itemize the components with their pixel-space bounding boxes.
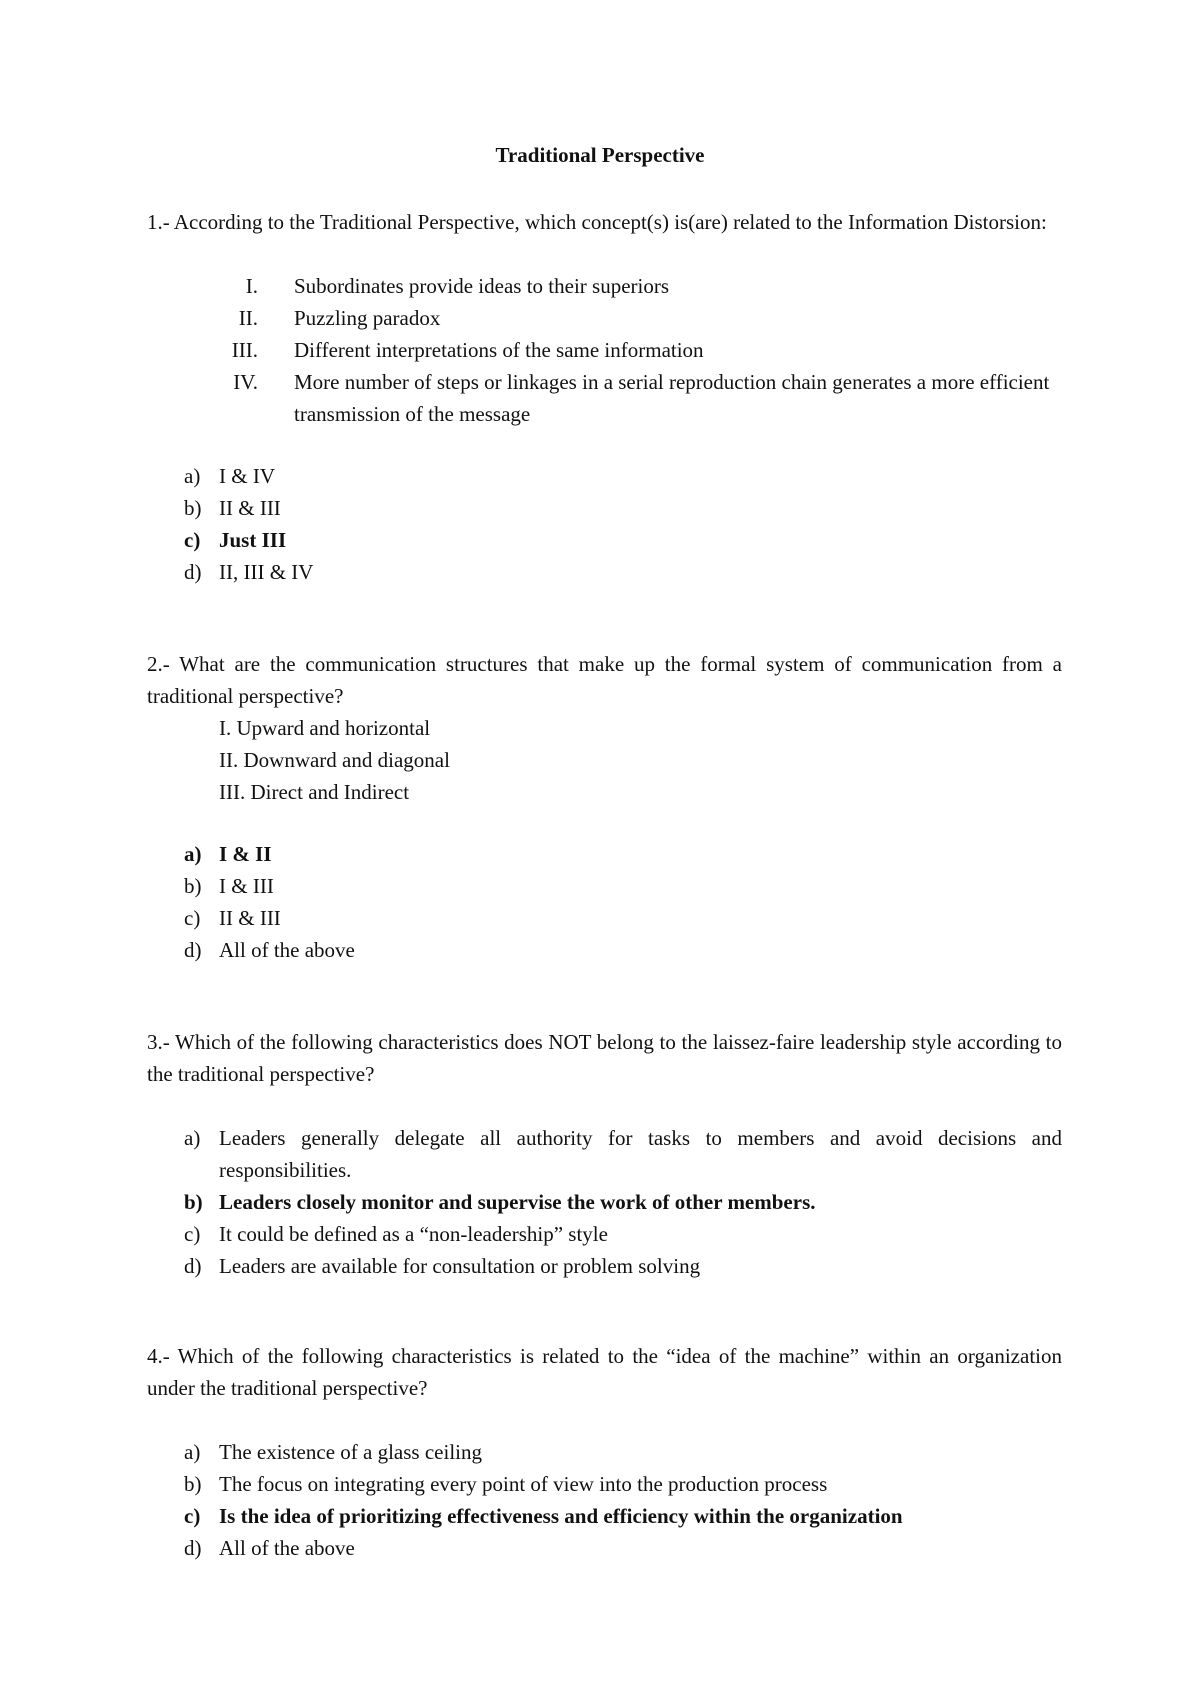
statement-number: II. (238, 306, 258, 330)
option-b (184, 870, 1062, 902)
option-a (184, 460, 1062, 492)
option-text: Leaders closely monitor and supervise the work of other members. (219, 1190, 816, 1214)
option-text: II & III (219, 906, 281, 930)
option-letter: a) (184, 1126, 201, 1150)
option-text: All of the above (219, 1536, 355, 1560)
option-d (184, 1532, 1062, 1564)
question-1-statements (147, 270, 1062, 430)
option-letter: b) (184, 496, 202, 520)
option-d (184, 934, 1062, 966)
option-letter: d) (184, 560, 202, 584)
question-1-text: 1.- According to the Traditional Perspective, which concept(s) is(are) related to the Information Distorsion: (147, 210, 1047, 234)
question-3-text: 3.- Which of the following characteristics does NOT belong to the laissez-faire leadership style according to the traditional perspective? (147, 1030, 1062, 1086)
statement-number: III. (231, 338, 258, 362)
option-b (184, 1468, 1062, 1500)
statement-item: II. Downward and diagonal (219, 748, 450, 772)
question-3-options (184, 1122, 1062, 1282)
statement-item: III. Direct and Indirect (219, 780, 410, 804)
option-a (184, 1122, 1062, 1186)
page-title: Traditional Perspective (495, 143, 705, 167)
option-letter: c) (184, 1222, 201, 1246)
option-a (184, 1436, 1062, 1468)
option-text: I & II (219, 842, 272, 866)
option-text: Just III (219, 528, 287, 552)
statement-text: Different interpretations of the same information (294, 338, 704, 362)
question-2-options (184, 838, 1062, 966)
option-letter: c) (184, 1504, 201, 1528)
option-text: The existence of a glass ceiling (219, 1440, 482, 1464)
question-2-statements (219, 712, 450, 808)
option-b (184, 492, 1062, 524)
statement-item: I. Upward and horizontal (219, 716, 431, 740)
statement-text: Subordinates provide ideas to their superiors (294, 274, 670, 298)
option-text: The focus on integrating every point of view into the production process (219, 1472, 828, 1496)
option-text: I & III (219, 874, 274, 898)
statement-number: I. (245, 274, 258, 298)
option-text: I & IV (219, 464, 275, 488)
option-letter: b) (184, 1472, 202, 1496)
option-text: Leaders are available for consultation or problem solving (219, 1254, 701, 1278)
question-4-options (184, 1436, 1062, 1564)
question-4-text: 4.- Which of the following characteristics is related to the “idea of the machine” within an organization under the traditional perspective? (147, 1344, 1062, 1400)
option-letter: b) (184, 874, 202, 898)
option-letter: b) (184, 1190, 203, 1214)
option-a-correct (184, 838, 1062, 870)
statement-item (147, 302, 1062, 334)
option-text: All of the above (219, 938, 355, 962)
option-c (184, 1218, 1062, 1250)
option-letter: d) (184, 1536, 202, 1560)
statement-number: IV. (233, 370, 258, 394)
option-c-correct (184, 524, 1062, 556)
option-c-correct (184, 1500, 1062, 1532)
option-text: Is the idea of prioritizing effectiveness and efficiency within the organization (219, 1504, 903, 1528)
statement-text: More number of steps or linkages in a serial reproduction chain generates a more efficient transmission of the message (294, 370, 1050, 426)
option-b-correct (184, 1186, 1062, 1218)
option-letter: a) (184, 1440, 201, 1464)
option-letter: d) (184, 1254, 202, 1278)
statement-item (147, 334, 1062, 366)
option-letter: a) (184, 842, 202, 866)
question-1-options (184, 460, 1062, 588)
option-letter: a) (184, 464, 201, 488)
option-text: Leaders generally delegate all authority for tasks to members and avoid decisions and responsibilities. (219, 1126, 1062, 1182)
statement-text: Puzzling paradox (294, 306, 441, 330)
option-letter: d) (184, 938, 202, 962)
option-text: II & III (219, 496, 281, 520)
option-letter: c) (184, 906, 201, 930)
statement-item (147, 366, 1062, 430)
option-text: II, III & IV (219, 560, 314, 584)
option-text: It could be defined as a “non-leadership” style (219, 1222, 608, 1246)
question-2-text: 2.- What are the communication structures that make up the formal system of communication from a traditional perspective? (147, 652, 1062, 708)
option-d (184, 1250, 1062, 1282)
option-letter: c) (184, 528, 201, 552)
option-c (184, 902, 1062, 934)
statement-item (147, 270, 1062, 302)
option-d (184, 556, 1062, 588)
